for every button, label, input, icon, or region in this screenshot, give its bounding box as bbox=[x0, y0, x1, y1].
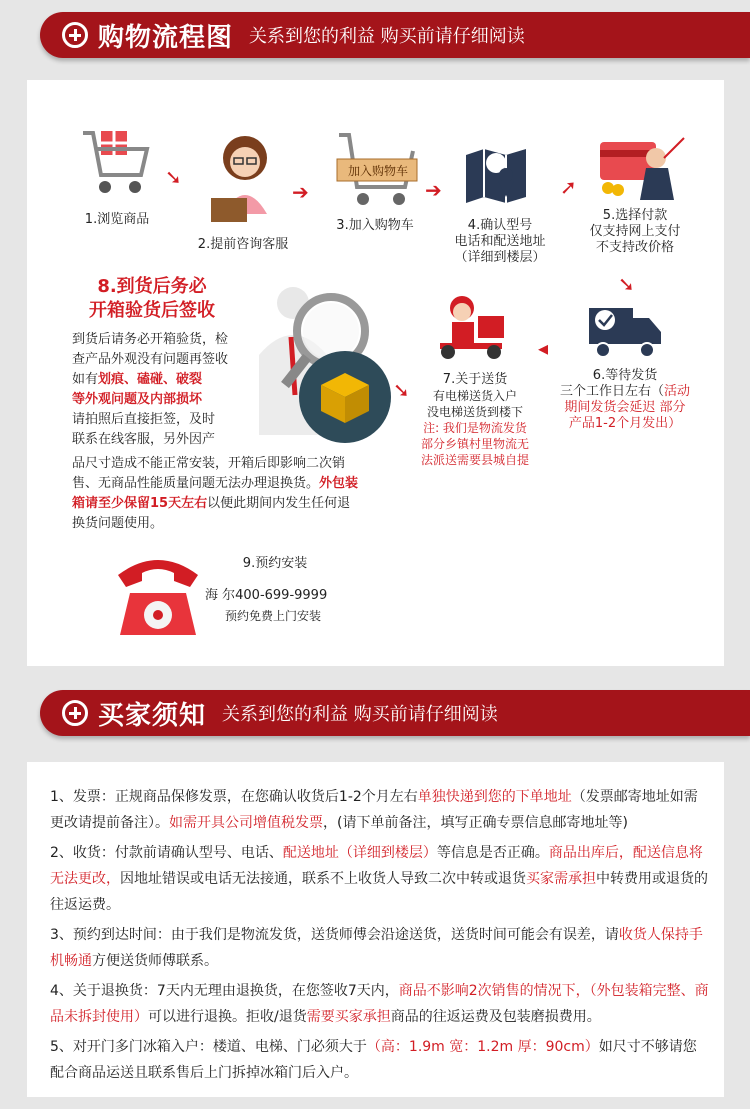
section-banner-notice bbox=[40, 690, 750, 736]
step-6-line: 期间发货会延迟 部分 bbox=[564, 400, 686, 415]
notice-highlight: 买家需承担 bbox=[526, 871, 596, 887]
step-4-label bbox=[440, 218, 560, 266]
notice-text: 等信息是否正确。 bbox=[436, 845, 549, 861]
step-8-line: 等外观问题及内部损坏 bbox=[72, 392, 203, 407]
step-8-line: 联系在线客服，另外因产 bbox=[72, 432, 216, 447]
notice-highlight: 收货人保持手机畅通 bbox=[50, 927, 703, 969]
notice-text: 4、关于退换货：7天内无理由退换货，在您签收7天内， bbox=[50, 983, 399, 999]
step-5-line: 仅支持网上支付 bbox=[589, 224, 681, 239]
notice-text: ，(请下单前备注，填写正确专票信息邮寄地址等) bbox=[323, 815, 628, 831]
notice-highlight: （高：1.9m 宽：1.2m 厚：90cm） bbox=[366, 1039, 599, 1055]
arrow-right-icon: ➘ bbox=[165, 165, 182, 189]
step-8-text: 以便此期间内发生任何退 bbox=[207, 496, 351, 511]
step-8-line bbox=[72, 494, 402, 514]
notice-item bbox=[50, 922, 710, 974]
step-5-line: 5.选择付款 bbox=[602, 208, 668, 223]
step-7-label bbox=[405, 372, 545, 468]
shopping-cart-icon bbox=[75, 125, 155, 200]
notice-text: 如尺寸不够请您配合商品运送且联系售后上门拆掉冰箱门后入户。 bbox=[50, 1039, 697, 1081]
step-6-line: 6.等待发货 bbox=[592, 368, 658, 383]
section-banner-flow bbox=[40, 12, 750, 58]
step-9-note: 预约免费上门安装 bbox=[225, 609, 322, 623]
step-4-line: （详细到楼层） bbox=[454, 250, 546, 265]
plus-circle-icon bbox=[62, 22, 88, 48]
step-8-line: 换货问题使用。 bbox=[72, 516, 164, 531]
step-8-title-line: 开箱验货后签收 bbox=[89, 300, 215, 321]
notice-highlight: 商品不影响2次销售的情况下，（外包装箱完整、商品未拆封使用） bbox=[50, 983, 709, 1025]
step-6-line: 产品1-2个月发出） bbox=[568, 416, 682, 431]
step-6-text: 三个工作日左右（ bbox=[559, 384, 664, 399]
section-subtitle: 关系到您的利益 购买前请仔细阅读 bbox=[249, 26, 525, 47]
section-title: 购物流程图 bbox=[98, 22, 234, 53]
step-8-line: 查产品外观没有问题再签收 bbox=[72, 352, 229, 367]
notice-text: 5、对开门多门冰箱入户：楼道、电梯、门必须大于 bbox=[50, 1039, 367, 1055]
step-8-highlight: 外包装 bbox=[319, 476, 359, 491]
step-9-phone: 海 尔400-699-9999 bbox=[205, 588, 328, 603]
step-8-title bbox=[72, 275, 232, 323]
arrow-down-left-icon: ➘ bbox=[618, 272, 635, 296]
step-8-title-line: 8.到货后务必 bbox=[97, 276, 207, 297]
courier-scooter-icon bbox=[432, 290, 512, 362]
step-7-line: 有电梯送货入户 bbox=[432, 389, 517, 403]
notice-text: 3、预约到达时间：由于我们是物流发货，送货师傅会沿途送货，送货时间可能会有误差，请 bbox=[50, 927, 619, 943]
step-8-text: 如有 bbox=[72, 372, 99, 387]
notice-text: 商品的往返运费及包装磨损费用。 bbox=[390, 1009, 601, 1025]
step-5-line: 不支持改价格 bbox=[595, 240, 674, 255]
notice-highlight: 单独快递到您的下单地址 bbox=[417, 789, 572, 805]
delivery-truck-icon bbox=[585, 300, 665, 362]
notice-text: 可以进行退换。拒收/退货 bbox=[148, 1009, 307, 1025]
notice-highlight: 配送地址（详细到楼层） bbox=[282, 845, 437, 861]
section-title: 买家须知 bbox=[98, 700, 207, 731]
step-8-highlight: 划痕、磕碰、破裂 bbox=[98, 372, 203, 387]
step-4-line: 4.确认型号 bbox=[467, 218, 533, 233]
notice-text: 1、发票：正规商品保修发票，在您确认收货后1-2个月左右 bbox=[50, 789, 418, 805]
plus-circle-icon bbox=[62, 700, 88, 726]
arrow-right-icon: ➔ bbox=[425, 178, 442, 202]
inspect-package-icon bbox=[235, 275, 395, 450]
step-8-line bbox=[72, 474, 402, 494]
arrow-left-icon: ➘ bbox=[393, 378, 410, 402]
notice-item bbox=[50, 840, 710, 918]
customer-service-icon bbox=[205, 128, 285, 228]
step-8-highlight: 箱请至少保留15天左右 bbox=[72, 496, 208, 511]
step-8-text: 售、无商品性能质量问题无法办理退换货。 bbox=[72, 476, 320, 491]
step-6-label bbox=[555, 368, 695, 432]
notice-item bbox=[50, 784, 710, 836]
arrow-right-icon: ➔ bbox=[292, 180, 309, 204]
notice-highlight: 需要买家承担 bbox=[306, 1009, 391, 1025]
step-7-line: 没电梯送货到楼下 bbox=[426, 405, 523, 419]
add-to-cart-sign: 加入购物车 bbox=[347, 164, 408, 178]
step-7-note: 部分乡镇村里物流无 bbox=[420, 437, 529, 451]
notice-list bbox=[50, 784, 710, 1090]
arrow-left-icon: ◂ bbox=[538, 336, 549, 360]
step-8-line: 品尺寸造成不能正常安装，开箱后即影响二次销 bbox=[72, 456, 346, 471]
map-pin-icon bbox=[462, 145, 530, 205]
notice-item bbox=[50, 1034, 710, 1086]
arrow-up-right-icon: ➚ bbox=[560, 175, 577, 199]
notice-highlight: 如需开具公司增值税发票 bbox=[169, 815, 323, 831]
step-9-title: 9.预约安装 bbox=[242, 556, 308, 571]
payment-icon bbox=[590, 128, 690, 203]
step-2-label: 2.提前咨询客服 bbox=[197, 237, 289, 252]
step-6-line bbox=[555, 384, 695, 400]
step-6-highlight: 活动 bbox=[664, 384, 691, 399]
step-7-line: 7.关于送货 bbox=[442, 372, 508, 387]
notice-text: 因地址错误或电话无法接通，联系不上收货人导致二次中转或退货 bbox=[120, 871, 526, 887]
step-8-line: 请拍照后直接拒签，及时 bbox=[72, 412, 216, 427]
step-8-body-cont bbox=[72, 454, 402, 534]
notice-text: 方便送货师傅联系。 bbox=[92, 953, 218, 969]
notice-text: （发票邮寄地址如需更改请提前备注）。 bbox=[50, 789, 698, 831]
step-4-line: 电话和配送地址 bbox=[454, 234, 546, 249]
section-subtitle: 关系到您的利益 购买前请仔细阅读 bbox=[222, 704, 498, 725]
step-8-body bbox=[72, 330, 252, 450]
step-8-line: 到货后请务必开箱验货，检 bbox=[72, 332, 229, 347]
notice-text: 2、收货：付款前请确认型号、电话、 bbox=[50, 845, 283, 861]
step-3-label: 3.加入购物车 bbox=[336, 218, 414, 233]
step-1-label: 1.浏览商品 bbox=[84, 212, 150, 227]
notice-text: 中转费用或退货的往返运费。 bbox=[50, 871, 708, 913]
telephone-icon bbox=[108, 545, 208, 645]
notice-item bbox=[50, 978, 710, 1030]
step-8-line bbox=[72, 370, 252, 390]
notice-highlight: 商品出库后，配送信息将无法更改， bbox=[50, 845, 703, 887]
step-7-note: 注: 我们是物流发货 bbox=[423, 421, 527, 435]
step-5-label bbox=[570, 208, 700, 256]
step-7-note: 法派送需要县城自提 bbox=[420, 453, 529, 467]
